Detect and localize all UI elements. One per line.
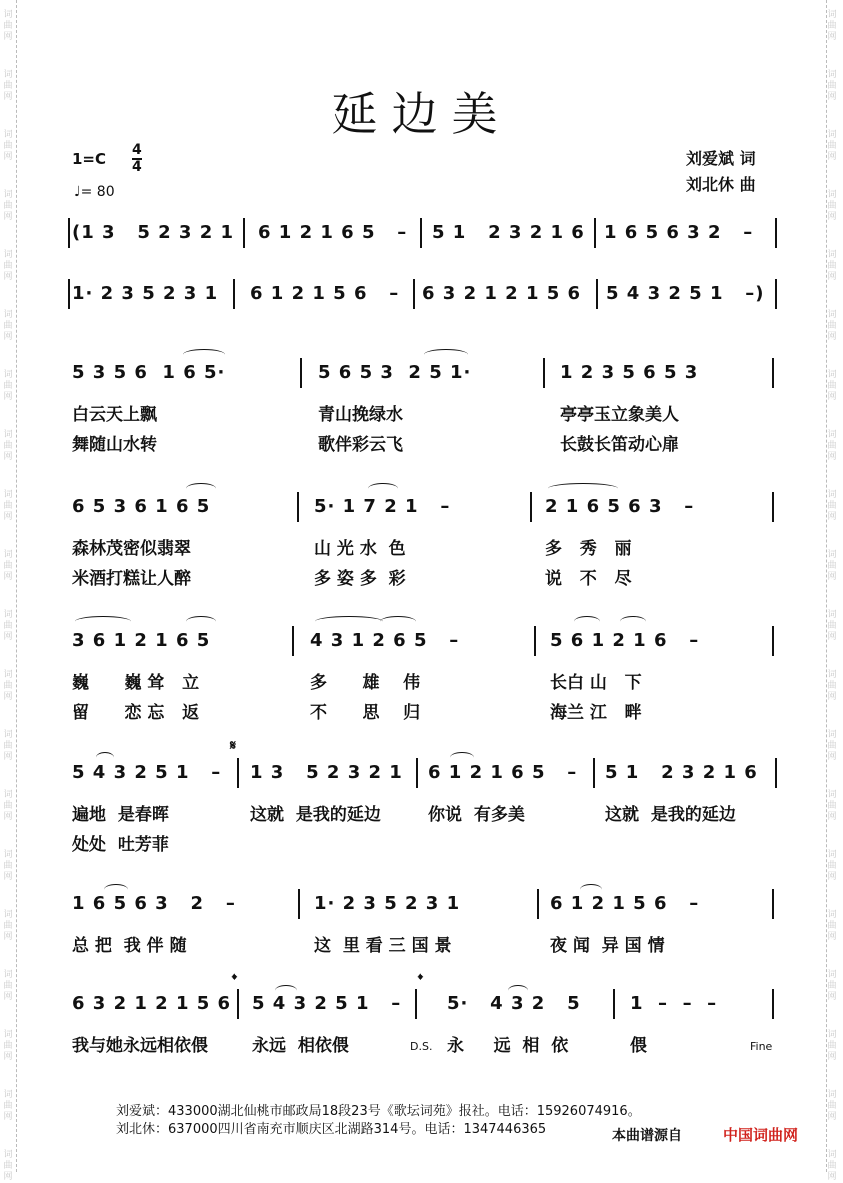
barline: [772, 358, 774, 388]
watermark-left: 词曲网: [3, 190, 13, 222]
lyric-line: 舞随山水转: [72, 435, 157, 455]
watermark-right: 词曲网: [827, 790, 837, 822]
barline: [596, 279, 598, 309]
watermark-left: 词曲网: [3, 370, 13, 402]
watermark-right: 词曲网: [827, 610, 837, 642]
lyric-line: 我与她永远相依偎: [72, 1036, 208, 1056]
slur-mark: [574, 616, 600, 627]
barline: [534, 626, 536, 656]
measure-notes: 5· 1 7 2 1 –: [314, 496, 451, 517]
lyric-line: 说 不 尽: [545, 569, 632, 589]
segno-sign: 𝄋: [230, 738, 237, 754]
meter-numerator: 4: [132, 142, 142, 158]
watermark-left: 词曲网: [3, 730, 13, 762]
measure-notes: 1· 2 3 5 2 3 1: [314, 893, 461, 914]
lyric-line: 永远 相依偎: [252, 1036, 349, 1056]
watermark-left: 词曲网: [3, 250, 13, 282]
lyric-line: 多 秀 丽: [545, 539, 632, 559]
lyric-line: 歌伴彩云飞: [318, 435, 403, 455]
watermark-right: 词曲网: [827, 70, 837, 102]
watermark-right: 词曲网: [827, 130, 837, 162]
slur-mark: [75, 616, 131, 627]
watermark-right: 词曲网: [827, 730, 837, 762]
measure-notes: 5 4 3 2 5 1 –): [606, 283, 765, 304]
measure-notes: 6 1 2 1 6 5 –: [258, 222, 408, 243]
slur-mark: [380, 616, 416, 627]
lyric-line: 留 恋 忘 返: [72, 703, 200, 723]
lyric-line: 夜 闻 异 国 情: [550, 936, 665, 956]
lyric-line: 偎: [630, 1036, 647, 1056]
measure-notes: 5· 4 3 2 5: [447, 993, 581, 1014]
footer-composer-contact: 刘北休：637000四川省南充市顺庆区北湖路314号。电话：1347446365: [116, 1122, 547, 1137]
slur-mark: [548, 483, 618, 494]
lyric-line: 这就 是我的延边: [605, 805, 736, 825]
measure-notes: (1 3 5 2 3 2 1: [72, 222, 235, 243]
barline: [594, 218, 596, 248]
measure-notes: 6 5 3 6 1 6 5: [72, 496, 211, 517]
watermark-right: 词曲网: [827, 190, 837, 222]
site-name: 中国词曲网: [723, 1126, 799, 1144]
watermark-right: 词曲网: [827, 670, 837, 702]
measure-notes: 5 6 5 3 2 5 1·: [318, 362, 472, 383]
watermark-left: 词曲网: [3, 1150, 13, 1182]
meter-denominator: 4: [132, 159, 142, 175]
barline: [237, 758, 239, 788]
measure-notes: 1 3 5 2 3 2 1: [250, 762, 403, 783]
lyric-line: 多 姿 多 彩: [314, 569, 406, 589]
slur-mark: [315, 616, 383, 627]
watermark-right: 词曲网: [827, 1150, 837, 1182]
barline: [593, 758, 595, 788]
watermark-left: 词曲网: [3, 430, 13, 462]
slur-mark: [104, 884, 128, 895]
watermark-left: 词曲网: [3, 670, 13, 702]
barline: [537, 889, 539, 919]
watermark-right: 词曲网: [827, 970, 837, 1002]
slur-mark: [186, 483, 216, 494]
watermark-left: 词曲网: [3, 1030, 13, 1062]
barline: [415, 989, 417, 1019]
slur-mark: [424, 349, 468, 360]
measure-notes: 5 4 3 2 5 1 –: [252, 993, 402, 1014]
lyric-line: 总 把 我 伴 随: [72, 936, 187, 956]
barline: [68, 218, 70, 248]
measure-notes: 4 3 1 2 6 5 –: [310, 630, 460, 651]
measure-notes: 1 6 5 6 3 2 –: [72, 893, 236, 914]
watermark-left: 词曲网: [3, 490, 13, 522]
barline: [772, 989, 774, 1019]
measure-notes: 5 1 2 3 2 1 6: [605, 762, 758, 783]
watermark-right: 词曲网: [827, 850, 837, 882]
barline: [243, 218, 245, 248]
barline: [68, 279, 70, 309]
measure-notes: 2 1 6 5 6 3 –: [545, 496, 695, 517]
measure-notes: 1 2 3 5 6 5 3: [560, 362, 699, 383]
measure-notes: 5 1 2 3 2 1 6: [432, 222, 585, 243]
measure-notes: 1· 2 3 5 2 3 1: [72, 283, 219, 304]
slur-mark: [183, 349, 225, 360]
coda-sign: 𝄌: [232, 972, 237, 988]
measure-notes: 3 6 1 2 1 6 5: [72, 630, 211, 651]
barline: [775, 279, 777, 309]
watermark-right: 词曲网: [827, 490, 837, 522]
lyric-line: 多 雄 伟: [310, 673, 421, 693]
lyric-line: 米酒打糕让人醉: [72, 569, 191, 589]
slur-mark: [96, 752, 114, 763]
watermark-left: 词曲网: [3, 790, 13, 822]
watermark-left: 词曲网: [3, 310, 13, 342]
lyric-line: 长白 山 下: [550, 673, 642, 693]
watermark-right: 词曲网: [827, 10, 837, 42]
measure-notes: 5 3 5 6 1 6 5·: [72, 362, 226, 383]
watermark-right: 词曲网: [827, 430, 837, 462]
slur-mark: [275, 985, 297, 996]
lyric-line: 这就 是我的延边: [250, 805, 381, 825]
coda-sign: 𝄌: [418, 972, 423, 988]
watermark-left: 词曲网: [3, 130, 13, 162]
barline: [772, 889, 774, 919]
measure-notes: 6 1 2 1 5 6 –: [550, 893, 700, 914]
ds-mark: D.S.: [410, 1040, 433, 1053]
measure-notes: 6 3 2 1 2 1 5 6: [422, 283, 582, 304]
lyric-line: 遍地 是春晖: [72, 805, 169, 825]
watermark-right: 词曲网: [827, 1090, 837, 1122]
watermark-left: 词曲网: [3, 970, 13, 1002]
barline: [237, 989, 239, 1019]
slur-mark: [368, 483, 398, 494]
measure-notes: 5 6 1 2 1 6 –: [550, 630, 700, 651]
watermark-left: 词曲网: [3, 610, 13, 642]
lyric-line: 你说 有多美: [428, 805, 525, 825]
watermark-right: 词曲网: [827, 310, 837, 342]
barline: [613, 989, 615, 1019]
lyric-line: 巍 巍 耸 立: [72, 673, 200, 693]
lyricist-credit: 刘爱斌 词: [686, 149, 756, 168]
composer-credit: 刘北休 曲: [686, 175, 756, 194]
barline: [775, 758, 777, 788]
tempo-mark: ♩= 80: [74, 184, 115, 200]
barline: [233, 279, 235, 309]
barline: [772, 626, 774, 656]
barline: [413, 279, 415, 309]
slur-mark: [508, 985, 528, 996]
source-label: 本曲谱源自: [612, 1128, 682, 1144]
time-signature: [132, 143, 142, 175]
barline: [300, 358, 302, 388]
watermark-left: 词曲网: [3, 10, 13, 42]
watermark-left: 词曲网: [3, 850, 13, 882]
lyric-line: 森林茂密似翡翠: [72, 539, 191, 559]
lyric-line: 白云天上飘: [72, 405, 157, 425]
measure-notes: 6 1 2 1 6 5 –: [428, 762, 578, 783]
slur-mark: [580, 884, 602, 895]
lyric-line: 亭亭玉立象美人: [560, 405, 679, 425]
slur-mark: [450, 752, 474, 763]
watermark-right: 词曲网: [827, 1030, 837, 1062]
barline: [543, 358, 545, 388]
barline: [292, 626, 294, 656]
watermark-left: 词曲网: [3, 1090, 13, 1122]
watermark-left: 词曲网: [3, 910, 13, 942]
footer-lyricist-contact: 刘爱斌：433000湖北仙桃市邮政局18段23号《歌坛词苑》报社。电话：15926074916。: [116, 1104, 641, 1119]
key-signature: 1=C: [72, 150, 107, 168]
song-title: 延边美: [331, 87, 512, 141]
barline: [772, 492, 774, 522]
lyric-line: 不 思 归: [310, 703, 421, 723]
slur-mark: [620, 616, 646, 627]
measure-notes: 1 6 5 6 3 2 –: [604, 222, 754, 243]
measure-notes: 1 – – –: [630, 993, 718, 1014]
lyric-line: 海兰 江 畔: [550, 703, 642, 723]
lyric-line: 青山挽绿水: [318, 405, 403, 425]
slur-mark: [186, 616, 216, 627]
barline: [420, 218, 422, 248]
watermark-left: 词曲网: [3, 70, 13, 102]
watermark-right: 词曲网: [827, 370, 837, 402]
barline: [775, 218, 777, 248]
barline: [530, 492, 532, 522]
measure-notes: 6 3 2 1 2 1 5 6: [72, 993, 232, 1014]
barline: [298, 889, 300, 919]
measure-notes: 5 4 3 2 5 1 –: [72, 762, 222, 783]
lyric-line: 长鼓长笛动心扉: [560, 435, 679, 455]
measure-notes: 6 1 2 1 5 6 –: [250, 283, 400, 304]
fine-mark: Fine: [750, 1040, 773, 1053]
lyric-line: 这 里 看 三 国 景: [314, 936, 452, 956]
watermark-right: 词曲网: [827, 550, 837, 582]
watermark-right: 词曲网: [827, 250, 837, 282]
lyric-line: 处处 吐芳菲: [72, 835, 169, 855]
watermark-right: 词曲网: [827, 910, 837, 942]
barline: [297, 492, 299, 522]
watermark-left: 词曲网: [3, 550, 13, 582]
lyric-line: 山 光 水 色: [314, 539, 406, 559]
barline: [416, 758, 418, 788]
lyric-line: 永 远 相 依: [447, 1036, 569, 1056]
